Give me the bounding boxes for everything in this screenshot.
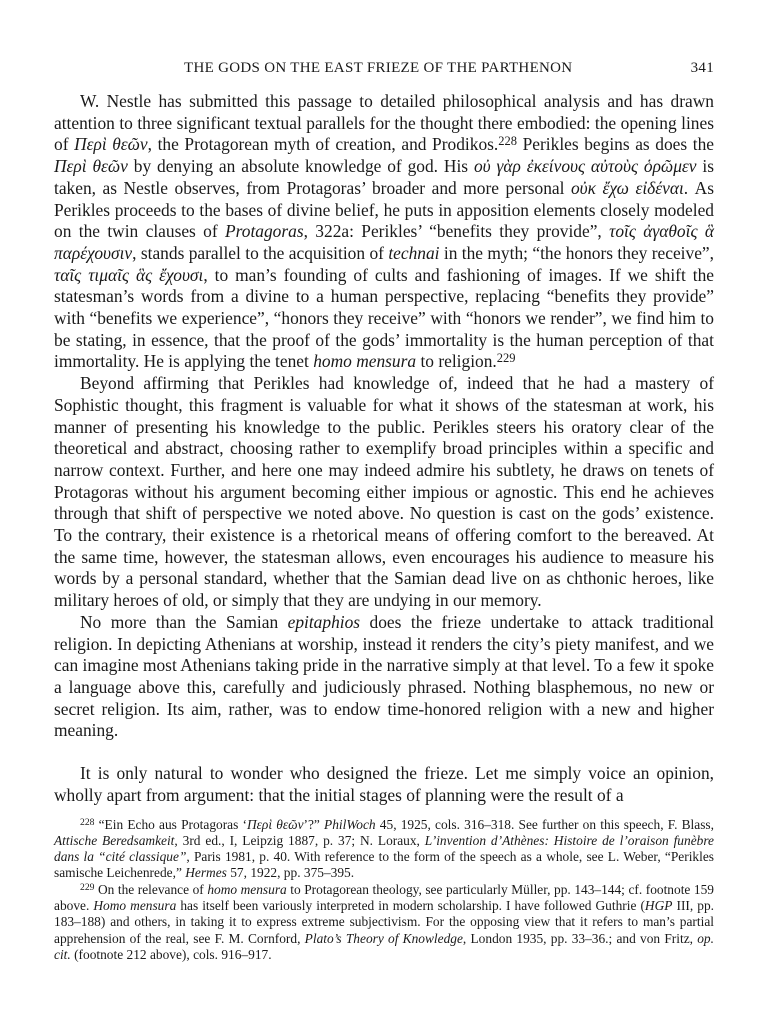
greek-phrase: οὐ γὰρ ἐκείνους αὐτοὺς ὁρῶμεν	[473, 156, 697, 177]
page	[54, 60, 714, 963]
running-header	[54, 60, 714, 82]
greek-phrase: ταῖς τιμαῖς ἃς ἔχουσι	[54, 264, 204, 285]
paragraph-3: No more than the Samian epitaphios does the frieze undertake to attack traditional religion. In depicting Athenians at worship, instead it renders the city’s piety manifest, and we can imagine most Athenians taking pride in the narrative simply at that level. To a few it spoke a language above this, carefully and judiciously phrased. Nothing blasphemous, no new or secret religion. Its aim, rather, was to endow time-honored religion with a new and higher meaning.	[54, 611, 715, 741]
footnote-228: $^{228}$ “Ein Echo aus Protagoras ‘Περὶ θεῶν’?” PhilWoch 45, 1925, cols. 316–318. See further on this speech, F. Blass, Attische Beredsamkeit, 3rd ed., I, Leipzig 1887, p. 37; N. Loraux, L’invention d’Athènes: Histoire de l’oraison funèbre dans la “cité classique”, Paris 1981, p. 40. With reference to the form of the speech as a whole, see L. Weber, “Perikles samische Leichenrede,” Hermes 57, 1922, pp. 375–395.	[54, 816, 714, 881]
italic-term: epitaphios	[287, 611, 361, 632]
footnotes	[54, 817, 714, 964]
running-title: THE GODS ON THE EAST FRIEZE OF THE PARTHENON	[184, 60, 573, 76]
footnote-229: $^{229}$ On the relevance of homo mensura to Protagorean theology, see particularly Müller, pp. 143–144; cf. footnote 159 above. Homo mensura has itself been variously interpreted in modern scholarship. I have followed Guthrie (HGP III, pp. 183–188) and others, in taking it to express extreme subjectivism. For the opposing view that it refers to man’s partial apprehension of the real, see F. M. Cornford, Plato’s Theory of Knowledge, London 1935, pp. 33–36.; and von Fritz, op. cit. (footnote 212 above), cols. 916–917.	[54, 881, 714, 962]
footnote-ref-229: 229	[496, 351, 516, 366]
section-break	[54, 742, 714, 763]
paragraph-4: It is only natural to wonder who designed the frieze. Let me simply voice an opinion, wholly apart from argument: that the initial stages of planning were the result of a	[54, 763, 714, 805]
footnote-ref-228: 228	[498, 134, 518, 149]
greek-phrase: Περὶ θεῶν	[54, 156, 128, 177]
paragraph-1: W. Nestle has submitted this passage to detailed philosophical analysis and has drawn attention to three significant textual parallels for the thought there embodied: the opening lines of Περὶ θεῶν, the Protagorean myth of creation, and Prodikos.$^{228}$ Perikles begins as does the Περὶ θεῶν by denying an absolute knowledge of god. His οὐ γὰρ ἐκείνους αὐτοὺς ὁρῶμεν is taken, as Nestle observes, from Protagoras’ broader and more personal οὐκ ἔχω εἰδέναι. As Perikles proceeds to the bases of divine belief, he puts in apposition elements closely modeled on the twin clauses of Protagoras, 322a: Perikles’ “benefits they provide”, τοῖς ἀγαθοῖς ἃ παρέχουσιν, stands parallel to the acquisition of technai in the myth; “the honors they receive”, ταῖς τιμαῖς ἃς ἔχουσι, to man’s founding of cults and fashioning of images. If we shift the statesman’s words from a divine to a human perspective, replacing “benefits they provide” with “benefits we experience”, “honors they receive” with “honors we render”, we find him to be stating, in essence, that the proof of the gods’ immortality is the human perception of that immortality. He is applying the tenet homo mensura to religion.$^{229}$	[54, 91, 715, 372]
italic-term: technai	[388, 242, 440, 263]
greek-phrase: Περὶ θεῶν	[74, 134, 148, 155]
italic-title: Protagoras	[225, 221, 304, 242]
greek-phrase: τοῖς ἀγαθοῖς ἃ παρέχουσιν	[54, 221, 714, 263]
page-number: 341	[690, 60, 714, 76]
greek-phrase: οὐκ ἔχω εἰδέναι	[570, 177, 684, 198]
paragraph-2: Beyond affirming that Perikles had knowledge of, indeed that he had a mastery of Sophistic thought, this fragment is valuable for what it shows of the statesman at work, his manner of presenting his knowledge to the public. Perikles steers his oratory clear of the theoretical and abstract, choosing rather to exemplify broad principles within a specific and narrow context. Further, and here one may indeed admire his subtlety, he draws on tenets of Protagoras without his argument becoming either impious or agnostic. This end he achieves through that shift of perspective we noted above. No question is cast on the gods’ existence. To the contrary, their existence is a rhetorical means of offering comfort to the bereaved. At the same time, however, the statesman allows, even encourages his audience to measure his words by a personal standard, whether that the Samian dead live on as chthonic heroes, like military heroes of old, or simply that they are undying in our memory.	[54, 373, 714, 611]
body-text	[54, 91, 714, 807]
italic-term: homo mensura	[313, 351, 417, 372]
